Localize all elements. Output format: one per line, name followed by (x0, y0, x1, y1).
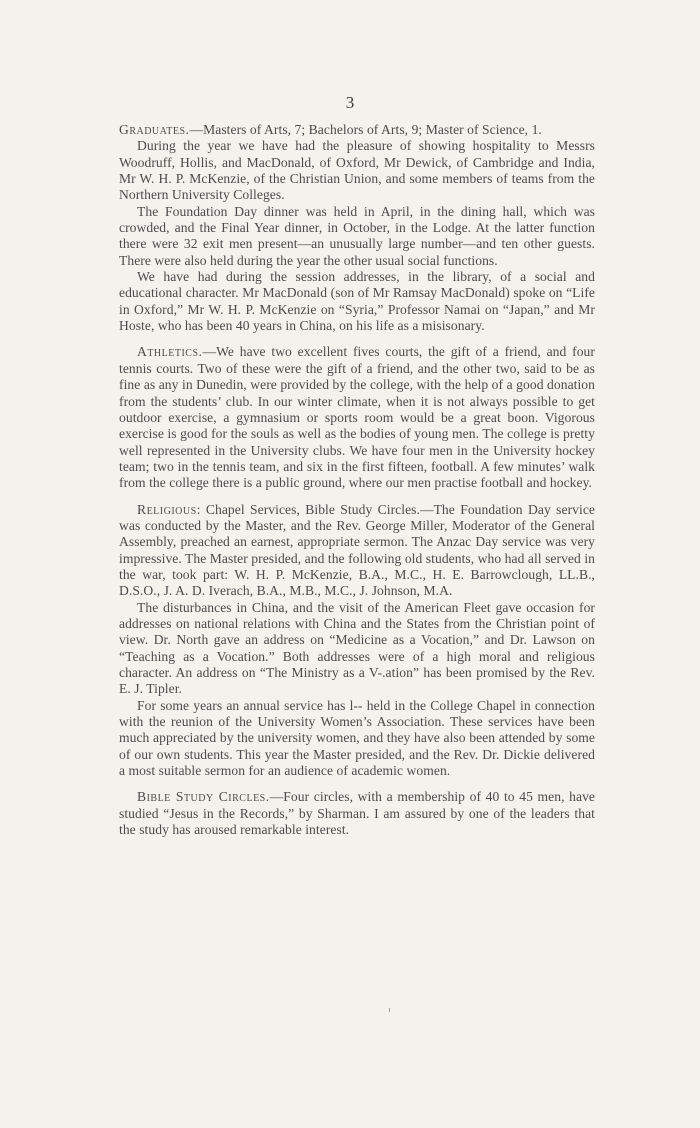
paragraph-text: During the year we have had the pleasure of showing hospitality to Messrs Woodruff, Hollis, and MacDonald, of Oxford, Mr Dewick, of Cambridge and India, Mr W. H. P. McKenzie, of the Christian Union, and some members of teams from the Northern University Colleges. (119, 138, 595, 203)
paragraph-text: For some years an annual service has l-- held in the College Chapel in connection with the reunion of the University Women’s Association. These services have been much appreciated by the university women, and they have also been attended by some of our own students. This year the Master presided, and the Rev. Dr. Dickie delivered a most suitable sermon for an audience of academic women. (119, 697, 595, 779)
paragraph-bible-study (119, 789, 595, 838)
paragraph-religious (119, 502, 595, 600)
section-heading-athletics: Athletics. (137, 344, 203, 360)
paragraph-womens-association (119, 698, 595, 780)
section-heading-religious: Religious (137, 501, 197, 517)
paragraph-athletics (119, 344, 595, 491)
page-number: 3 (345, 93, 355, 112)
paragraph-hospitality (119, 138, 595, 203)
paragraph-text: —We have two excellent fives courts, the gift of a friend, and four tennis courts. Two of these were the gift of a friend, and the other two, said to be as fine as any in Dunedin, were provided by the college, with the help of a good donation from the students’ club. In our winter climate, when it is not always possible to get outdoor exercise, a gymnasium or sports room would be a great boon. Vigorous exercise is good for the souls as well as the bodies of young men. The college is pretty well represented in the University clubs. We have four men in the University hockey team; two in the tennis team, and six in the first fifteen, football. A few minutes’ walk from the college there is a public ground, where our men practise football and hockey. (119, 344, 595, 491)
section-heading-graduates: Graduates. (119, 122, 190, 137)
paragraph-text: The disturbances in China, and the visit of the American Fleet gave occasion for addresses on national relations with China and the States from the Christian point of view. Dr. North gave an address on “Medicine as a Vocation,” and Dr. Lawson on “Teaching as a Vocation.” Both addresses were of a high moral and religious character. An address on “The Ministry as a V-.ation” has been promised by the Rev. E. J. Tipler. (119, 599, 595, 697)
page-speck-mark (389, 1008, 390, 1012)
paragraph-text: —Four circles, with a membership of 40 to 45 men, have studied “Jesus in the Records,” by Sharman. I am assured by one of the leaders that the study has aroused remarkable interest. (119, 789, 596, 838)
body-text (119, 122, 595, 838)
paragraph-text: We have had during the session addresses, in the library, of a social and educational character. Mr MacDonald (son of Mr Ramsay MacDonald) spoke on “Life in Oxford,” Mr W. H. P. McKenzie on “Syria,” Professor Namai on “Japan,” and Mr Hoste, who has been 40 years in China, on his life as a misisonary. (119, 269, 595, 334)
paragraph-dinners (119, 204, 595, 269)
paragraph-china-disturbances (119, 600, 595, 698)
paragraph-text: : Chapel Services, Bible Study Circles.—The Foundation Day service was conducted by the Master, and the Rev. George Miller, Moderator of the General Assembly, preached an earnest, appropriate sermon. The Anzac Day service was very impressive. The Master presided, and the following old students, who had all served in the war, took part: W. H. P. McKenzie, B.A., M.C., H. E. Barrowclough, LL.B., D.S.O., J. A. D. Iverach, B.A., M.B., M.C., J. Johnson, M.A. (119, 501, 595, 599)
section-heading-bible-study: Bible Study Circles. (137, 789, 270, 805)
paragraph-text: The Foundation Day dinner was held in April, in the dining hall, which was crowded, and the Final Year dinner, in October, in the Lodge. At the latter function there were 32 exit men present—an unusually large number—and ten other guests. There were also held during the year the other usual social functions. (119, 203, 595, 268)
paragraph-addresses (119, 269, 595, 334)
paragraph-graduates (119, 122, 595, 138)
paragraph-text: —Masters of Arts, 7; Bachelors of Arts, 9; Master of Science, 1. (189, 122, 542, 137)
